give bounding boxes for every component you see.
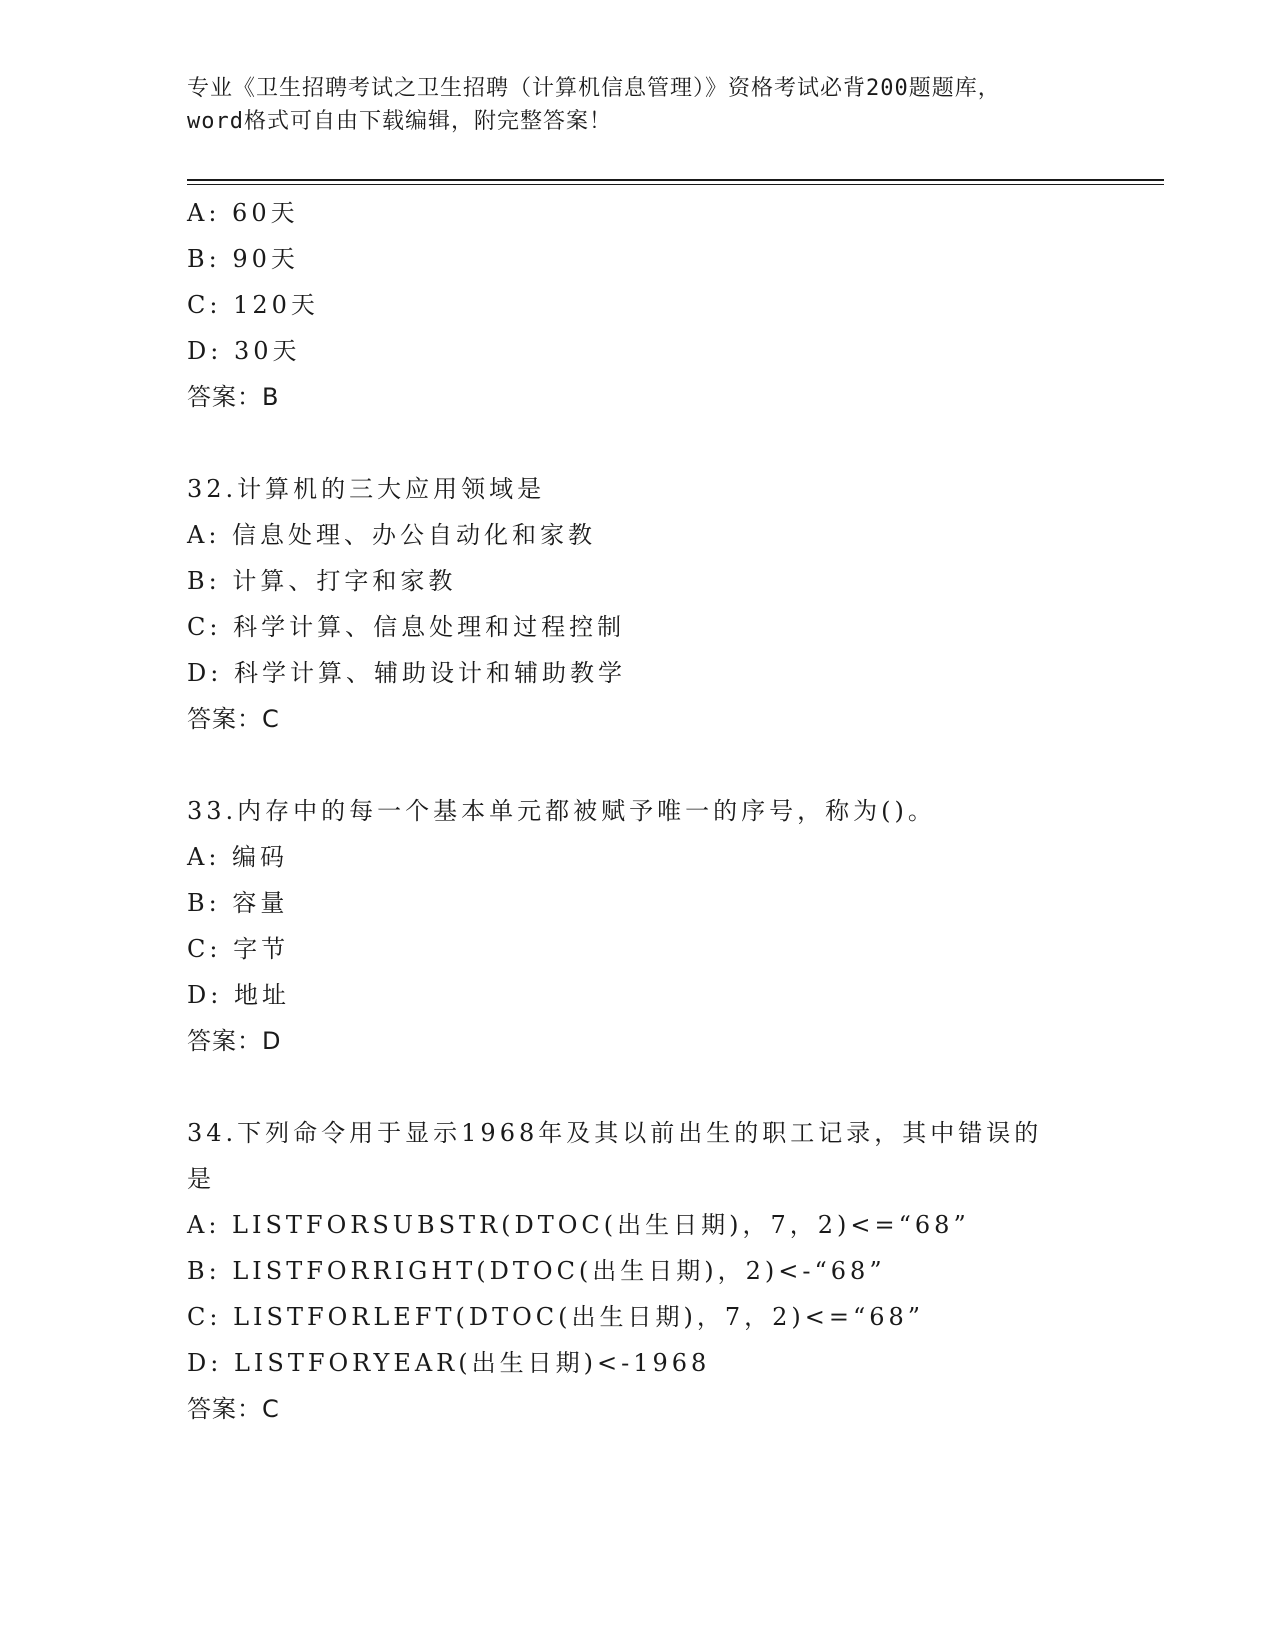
- question-block-31: [187, 190, 1087, 420]
- answer: 答案：D: [187, 1027, 282, 1055]
- option-d: D: 科学计算、辅助设计和辅助教学: [187, 659, 626, 687]
- question-block-32: [187, 466, 1087, 742]
- option-b: B: 容量: [187, 889, 289, 917]
- question-block-34: [187, 1110, 1087, 1432]
- option-a: A: 编码: [187, 843, 289, 871]
- question-list: [187, 190, 1087, 1432]
- option-b: B: LISTFORRIGHT(DTOC(出生日期)，2)<-“68”: [187, 1257, 886, 1285]
- header-divider-thick: [187, 179, 1164, 181]
- option-b: B: 90天: [187, 245, 299, 273]
- option-a: A: LISTFORSUBSTR(DTOC(出生日期)，7，2)<=“68”: [187, 1211, 970, 1239]
- option-c: C: LISTFORLEFT(DTOC(出生日期)，7，2)<=“68”: [187, 1303, 925, 1331]
- header-line-2: word格式可自由下载编辑，附完整答案！: [187, 109, 612, 134]
- question-text-line-1: 34.下列命令用于显示1968年及其以前出生的职工记录，其中错误的: [187, 1119, 1043, 1147]
- option-c: C: 科学计算、信息处理和过程控制: [187, 613, 626, 641]
- header-divider-thin: [187, 184, 1164, 185]
- option-c: C: 字节: [187, 935, 290, 963]
- answer: 答案：C: [187, 705, 280, 733]
- option-d: D: 地址: [187, 981, 290, 1009]
- question-block-33: [187, 788, 1087, 1064]
- option-d: D: 30天: [187, 337, 301, 365]
- document-header: [187, 72, 1087, 138]
- option-a: A: 60天: [187, 199, 299, 227]
- header-line-1: 专业《卫生招聘考试之卫生招聘（计算机信息管理）》资格考试必背200题题库，: [187, 76, 1001, 101]
- question-text: 33.内存中的每一个基本单元都被赋予唯一的序号，称为()。: [187, 797, 936, 825]
- answer: 答案：C: [187, 1395, 280, 1423]
- option-a: A: 信息处理、办公自动化和家教: [187, 521, 597, 549]
- question-text-line-2: 是: [187, 1165, 215, 1193]
- question-text: 32.计算机的三大应用领域是: [187, 475, 546, 503]
- option-c: C: 120天: [187, 291, 319, 319]
- spacer: [187, 742, 1087, 788]
- spacer: [187, 1064, 1087, 1110]
- option-d: D: LISTFORYEAR(出生日期)<-1968: [187, 1349, 711, 1377]
- option-b: B: 计算、打字和家教: [187, 567, 457, 595]
- answer: 答案：B: [187, 383, 280, 411]
- spacer: [187, 420, 1087, 466]
